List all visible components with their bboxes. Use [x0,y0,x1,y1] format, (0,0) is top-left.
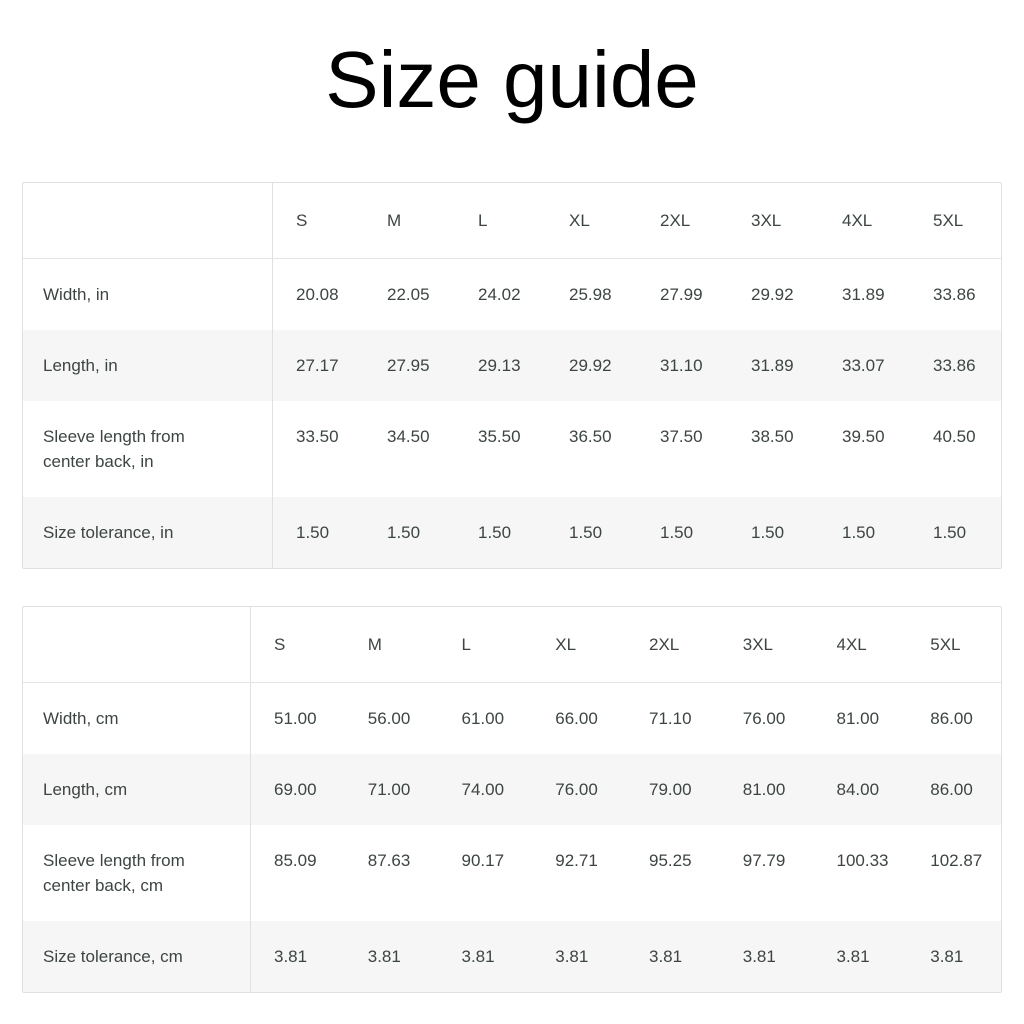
measurement-cell: 100.33 [836,851,889,870]
table-row [23,330,1001,401]
row-label-text: Length, in [43,356,118,375]
measurement-cell: 29.92 [569,356,612,375]
row-label-text: Sleeve length from center back, in [43,427,185,471]
row-label [23,921,251,992]
measurement-cell: 3.81 [555,947,589,966]
page-title: Size guide [325,35,699,124]
size-column-header: M [364,183,455,259]
row-label [23,683,251,754]
measurement-cell: 27.95 [387,356,430,375]
row-label [23,497,273,568]
row-label [23,754,251,825]
size-column-header: S [251,607,345,683]
table-row [23,401,1001,497]
measurement-cell: 38.50 [751,427,794,446]
measurement-cell: 102.87 [930,851,983,870]
row-label [23,259,273,330]
measurement-cell: 3.81 [367,947,401,966]
size-guide-page [0,34,1024,1023]
corner-cell [23,607,251,683]
measurement-cell: 36.50 [569,427,612,446]
measurement-cell: 31.89 [842,285,885,304]
size-column-header: XL [546,183,637,259]
size-table-centimeters [22,606,1002,993]
measurement-cell: 37.50 [660,427,703,446]
measurement-cell: 1.50 [387,523,421,542]
measurement-cell: 27.99 [660,285,703,304]
row-label-text: Sleeve length from center back, cm [43,851,185,895]
corner-cell [23,183,273,259]
measurement-cell: 1.50 [296,523,330,542]
size-column-header: XL [532,607,626,683]
measurement-cell: 84.00 [836,780,880,799]
measurement-cell: 66.00 [555,709,598,728]
measurement-cell: 69.00 [274,780,317,799]
size-column-header: 4XL [819,183,910,259]
measurement-cell: 31.10 [660,356,703,375]
measurement-cell: 71.00 [367,780,411,799]
measurement-cell: 27.17 [296,356,339,375]
measurement-cell: 29.13 [478,356,521,375]
measurement-cell: 95.25 [649,851,692,870]
measurement-cell: 86.00 [930,780,973,799]
row-label [23,401,273,497]
table-row [23,825,1001,921]
size-table-inches [22,182,1002,569]
measurement-cell: 76.00 [555,780,598,799]
size-column-header: L [439,607,533,683]
measurement-cell: 1.50 [660,523,694,542]
measurement-cell: 3.81 [930,947,964,966]
size-column-header: 5XL [907,607,1001,683]
measurement-cell: 34.50 [387,427,430,446]
header-row [23,607,1001,683]
measurement-cell: 76.00 [742,709,786,728]
measurement-cell: 86.00 [930,709,973,728]
measurement-cell: 24.02 [478,285,521,304]
size-column-header: 4XL [814,607,908,683]
row-label [23,825,251,921]
size-column-header: 2XL [626,607,720,683]
measurement-cell: 92.71 [555,851,598,870]
measurement-cell: 90.17 [461,851,505,870]
measurement-cell: 29.92 [751,285,794,304]
size-column-header: M [345,607,439,683]
measurement-cell: 81.00 [836,709,880,728]
measurement-cell: 56.00 [367,709,411,728]
row-label-text: Size tolerance, in [43,523,174,542]
header-row [23,183,1001,259]
measurement-cell: 3.81 [836,947,870,966]
row-label-text: Width, in [43,285,110,304]
measurement-cell: 39.50 [842,427,885,446]
measurement-cell: 1.50 [478,523,512,542]
measurement-cell: 87.63 [367,851,411,870]
measurement-cell: 97.79 [742,851,786,870]
row-label-text: Width, cm [43,709,119,728]
table-row [23,497,1001,568]
measurement-cell: 20.08 [296,285,339,304]
table-row [23,921,1001,992]
measurement-cell: 1.50 [933,523,967,542]
measurement-cell: 40.50 [933,427,976,446]
measurement-cell: 71.10 [649,709,692,728]
measurement-cell: 33.86 [933,356,976,375]
measurement-cell: 1.50 [569,523,603,542]
measurement-cell: 81.00 [742,780,786,799]
size-column-header: L [455,183,546,259]
measurement-cell: 35.50 [478,427,521,446]
measurement-cell: 85.09 [274,851,317,870]
measurement-cell: 1.50 [751,523,785,542]
measurement-cell: 61.00 [461,709,505,728]
row-label-text: Length, cm [43,780,128,799]
size-column-header: 5XL [910,183,1001,259]
measurement-cell: 3.81 [274,947,308,966]
table-row [23,754,1001,825]
measurement-cell: 74.00 [461,780,505,799]
measurement-cell: 25.98 [569,285,612,304]
size-column-header: 3XL [728,183,819,259]
measurement-cell: 33.50 [296,427,339,446]
measurement-cell: 33.07 [842,356,885,375]
measurement-cell: 79.00 [649,780,692,799]
size-column-header: 2XL [637,183,728,259]
measurement-cell: 1.50 [842,523,876,542]
table-row [23,259,1001,330]
row-label [23,330,273,401]
measurement-cell: 51.00 [274,709,317,728]
measurement-cell: 33.86 [933,285,976,304]
size-column-header: 3XL [720,607,814,683]
measurement-cell: 22.05 [387,285,430,304]
measurement-cell: 31.89 [751,356,794,375]
table-row [23,683,1001,754]
measurement-cell: 3.81 [461,947,495,966]
row-label-text: Size tolerance, cm [43,947,183,966]
size-column-header: S [273,183,364,259]
measurement-cell: 3.81 [742,947,776,966]
measurement-cell: 3.81 [649,947,683,966]
